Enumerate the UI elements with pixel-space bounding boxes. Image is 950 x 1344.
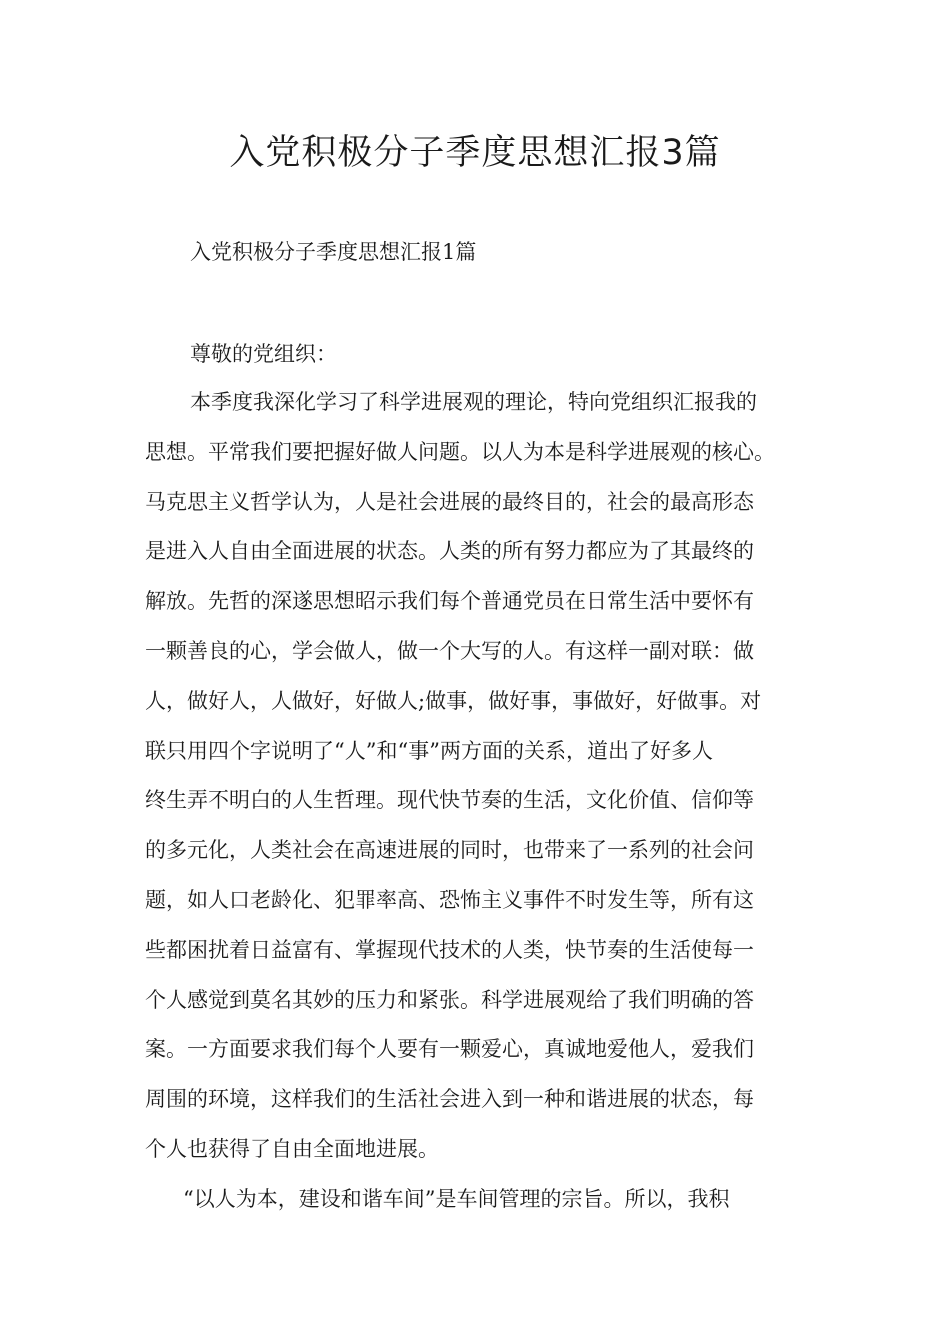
text-line: 个人也获得了自由全面地进展。 [145, 1136, 439, 1161]
text-line: 题，如人口老龄化、犯罪率高、恐怖主义事件不时发生等，所有这 [145, 887, 754, 912]
salutation: 尊敬的党组织： [190, 342, 337, 366]
text-line: “以人为本，建设和谐车间”是车间管理的宗旨。所以，我积 [183, 1186, 730, 1211]
text-line: 的多元化，人类社会在高速进展的同时，也带来了一系列的社会问 [145, 838, 754, 863]
text-line: 人，做好人，人做好，好做人;做事，做好事，事做好，好做事。对 [145, 688, 762, 713]
text-line: 本季度我深化学习了科学进展观的理论，特向党组织汇报我的 [190, 390, 757, 414]
text-line: 是进入人自由全面进展的状态。人类的所有努力都应为了其最终的 [145, 539, 754, 564]
text-line: 解放。先哲的深遂思想昭示我们每个普通党员在日常生活中要怀有 [145, 589, 754, 614]
paragraph-2 [145, 1181, 815, 1231]
text-line: 些都困扰着日益富有、掌握现代技术的人类，快节奏的生活使每一 [145, 937, 754, 962]
document-title: 入党积极分子季度思想汇报3篇 [229, 133, 721, 173]
text-line: 终生弄不明白的人生哲理。现代快节奏的生活，文化价值、信仰等 [145, 788, 754, 813]
text-line: 个人感觉到莫名其妙的压力和紧张。科学进展观给了我们明确的答 [145, 987, 754, 1012]
text-line: 一颗善良的心，学会做人，做一个大写的人。有这样一副对联：做 [145, 638, 754, 663]
text-line: 周围的环境，这样我们的生活社会进入到一种和谐进展的状态，每 [145, 1087, 754, 1112]
body-text [145, 384, 815, 1231]
paragraph-1 [145, 384, 815, 1181]
text-line: 思想。平常我们要把握好做人问题。以人为本是科学进展观的核心。 [145, 439, 775, 464]
document-subtitle: 入党积极分子季度思想汇报1篇 [190, 240, 477, 264]
text-line: 马克思主义哲学认为，人是社会进展的最终目的，社会的最高形态 [145, 489, 754, 514]
text-line: 联只用四个字说明了“人”和“事”两方面的关系，道出了好多人 [145, 738, 713, 763]
text-line: 案。一方面要求我们每个人要有一颗爱心，真诚地爱他人，爱我们 [145, 1037, 754, 1062]
